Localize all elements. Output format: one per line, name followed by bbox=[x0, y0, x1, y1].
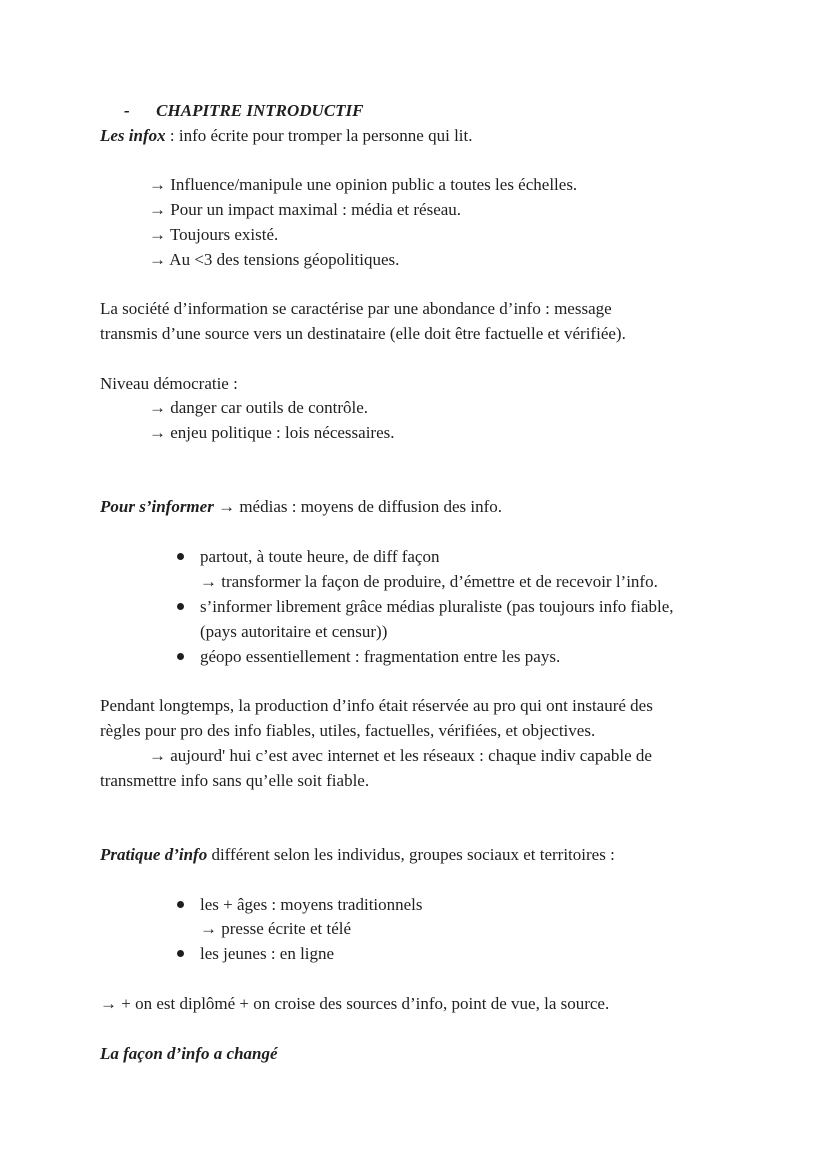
pratique-heading bbox=[100, 843, 615, 867]
paragraph-line: règles pour pro des info fiables, utiles, factuelles, vérifiées, et objectives. bbox=[100, 721, 596, 740]
paragraph-line: La société d’information se caractérise par une abondance d’info : message bbox=[100, 299, 612, 318]
infox-point: → Toujours existé. bbox=[149, 225, 279, 244]
infox-point: → Pour un impact maximal : média et réseau. bbox=[149, 200, 462, 219]
list-item: les jeunes : en ligne bbox=[200, 944, 335, 963]
heading-dash: - bbox=[124, 101, 130, 120]
democratie-label: Niveau démocratie : bbox=[100, 374, 238, 393]
bullet-icon bbox=[177, 901, 184, 908]
list-item-continuation: (pays autoritaire et censur)) bbox=[200, 622, 388, 641]
paragraph-line: → aujourd' hui c’est avec internet et les réseaux : chaque indiv capable de bbox=[149, 746, 652, 765]
paragraph-line: Pendant longtemps, la production d’info était réservée au pro qui ont instauré des bbox=[100, 696, 653, 715]
paragraph-line: transmettre info sans qu’elle soit fiable. bbox=[100, 771, 370, 790]
pratique-term: Pratique d’info bbox=[100, 845, 208, 864]
section-title: La façon d’info a changé bbox=[100, 1044, 278, 1063]
sinformer-text: → médias : moyens de diffusion des info. bbox=[213, 497, 503, 516]
sinformer-term: Pour s’informer bbox=[100, 497, 214, 516]
infox-point: → Influence/manipule une opinion public a toutes les échelles. bbox=[149, 175, 578, 194]
infox-definition-text: : info écrite pour tromper la personne qui lit. bbox=[165, 126, 473, 145]
democratie-point: → enjeu politique : lois nécessaires. bbox=[149, 423, 395, 442]
pratique-conclusion: → + on est diplômé + on croise des sources d’info, point de vue, la source. bbox=[100, 994, 610, 1013]
infox-definition bbox=[100, 124, 473, 148]
infox-term: Les infox bbox=[100, 126, 166, 145]
list-item-continuation: → presse écrite et télé bbox=[200, 919, 352, 938]
paragraph-line: transmis d’une source vers un destinataire (elle doit être factuelle et vérifiée). bbox=[100, 324, 626, 343]
list-item: s’informer librement grâce médias pluraliste (pas toujours info fiable, bbox=[200, 597, 674, 616]
bullet-icon bbox=[177, 653, 184, 660]
bullet-icon bbox=[177, 950, 184, 957]
bullet-icon bbox=[177, 553, 184, 560]
democratie-point: → danger car outils de contrôle. bbox=[149, 398, 369, 417]
list-item: géopo essentiellement : fragmentation entre les pays. bbox=[200, 647, 561, 666]
list-item: partout, à toute heure, de diff façon bbox=[200, 547, 440, 566]
list-item: les + âges : moyens traditionnels bbox=[200, 895, 423, 914]
infox-point: → Au <3 des tensions géopolitiques. bbox=[149, 250, 400, 269]
pratique-text: différent selon les individus, groupes sociaux et territoires : bbox=[207, 845, 615, 864]
list-item-continuation: → transformer la façon de produire, d’émettre et de recevoir l’info. bbox=[200, 572, 658, 591]
chapter-title: CHAPITRE INTRODUCTIF bbox=[156, 101, 364, 120]
sinformer-heading bbox=[100, 495, 502, 519]
chapter-heading bbox=[124, 99, 364, 123]
bullet-icon bbox=[177, 603, 184, 610]
